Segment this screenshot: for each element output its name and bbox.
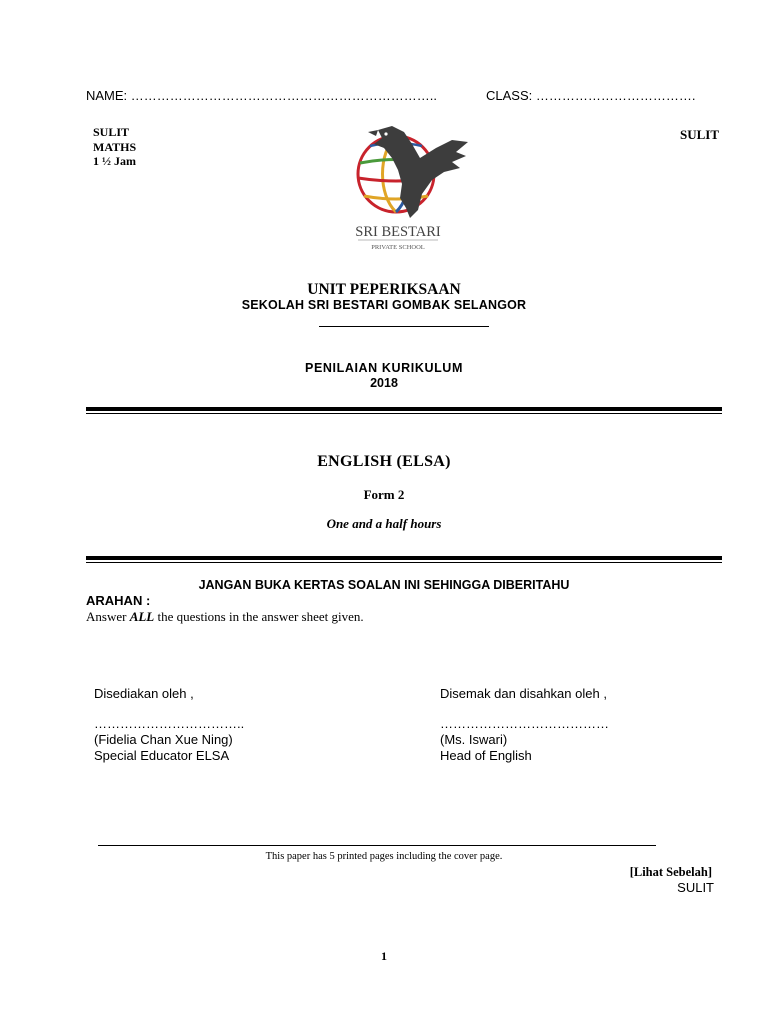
verified-by-role: Head of English bbox=[440, 748, 532, 763]
name-field: NAME: …………………………………………………………….. bbox=[86, 88, 438, 103]
left-header-block bbox=[93, 125, 136, 169]
assessment-year: 2018 bbox=[370, 376, 398, 390]
sulit-right-label: SULIT bbox=[680, 127, 720, 142]
verified-by-label: Disemak dan disahkan oleh , bbox=[440, 686, 607, 701]
verified-by-block bbox=[440, 686, 609, 764]
prepared-by-signature-line: …………………………….. bbox=[94, 716, 245, 731]
school-logo bbox=[348, 118, 472, 256]
divider-thin-top bbox=[86, 413, 722, 414]
verified-by-signature-line: ………………………………… bbox=[440, 716, 609, 731]
prepared-by-block bbox=[94, 686, 244, 764]
prepared-by-label: Disediakan oleh , bbox=[94, 686, 194, 701]
footer-sulit-label: SULIT bbox=[677, 880, 714, 895]
page-number: 1 bbox=[381, 949, 387, 963]
form-level: Form 2 bbox=[363, 487, 405, 502]
logo-school-subtitle: PRIVATE SCHOOL bbox=[371, 244, 425, 251]
school-underline bbox=[319, 326, 489, 327]
divider-thick-bottom bbox=[86, 556, 722, 560]
emphasis-all: ALL bbox=[129, 609, 155, 624]
prepared-by-role: Special Educator ELSA bbox=[94, 748, 230, 763]
footer-rule bbox=[98, 845, 656, 846]
divider-thin-bottom bbox=[86, 562, 722, 563]
divider-thick-top bbox=[86, 407, 722, 411]
subject-title: ENGLISH (ELSA) bbox=[317, 453, 451, 470]
exam-unit-title: UNIT PEPERIKSAAN bbox=[307, 281, 461, 298]
school-name: SEKOLAH SRI BESTARI GOMBAK SELANGOR bbox=[241, 298, 527, 312]
turn-over-label: [Lihat Sebelah] bbox=[629, 865, 712, 879]
assessment-title: PENILAIAN KURIKULUM bbox=[305, 361, 463, 375]
do-not-open-warning: JANGAN BUKA KERTAS SOALAN INI SEHINGGA DIBERITAHU bbox=[198, 578, 570, 592]
exam-duration: One and a half hours bbox=[326, 516, 442, 531]
class-field: CLASS: ………………………………. bbox=[486, 88, 696, 103]
page-count-note: This paper has 5 printed pages including the cover page. bbox=[265, 851, 503, 862]
duration-label: 1 ½ Jam bbox=[93, 154, 136, 168]
subject-code-label: MATHS bbox=[93, 139, 137, 154]
logo-school-name: SRI BESTARI bbox=[355, 224, 441, 240]
prepared-by-name: (Fidelia Chan Xue Ning) bbox=[94, 732, 233, 747]
instructions-label: ARAHAN : bbox=[86, 593, 151, 608]
sulit-label: SULIT bbox=[93, 125, 130, 139]
verified-by-name: (Ms. Iswari) bbox=[440, 732, 508, 747]
instruction-text: Answer ALL the questions in the answer sheet given. bbox=[86, 609, 364, 624]
